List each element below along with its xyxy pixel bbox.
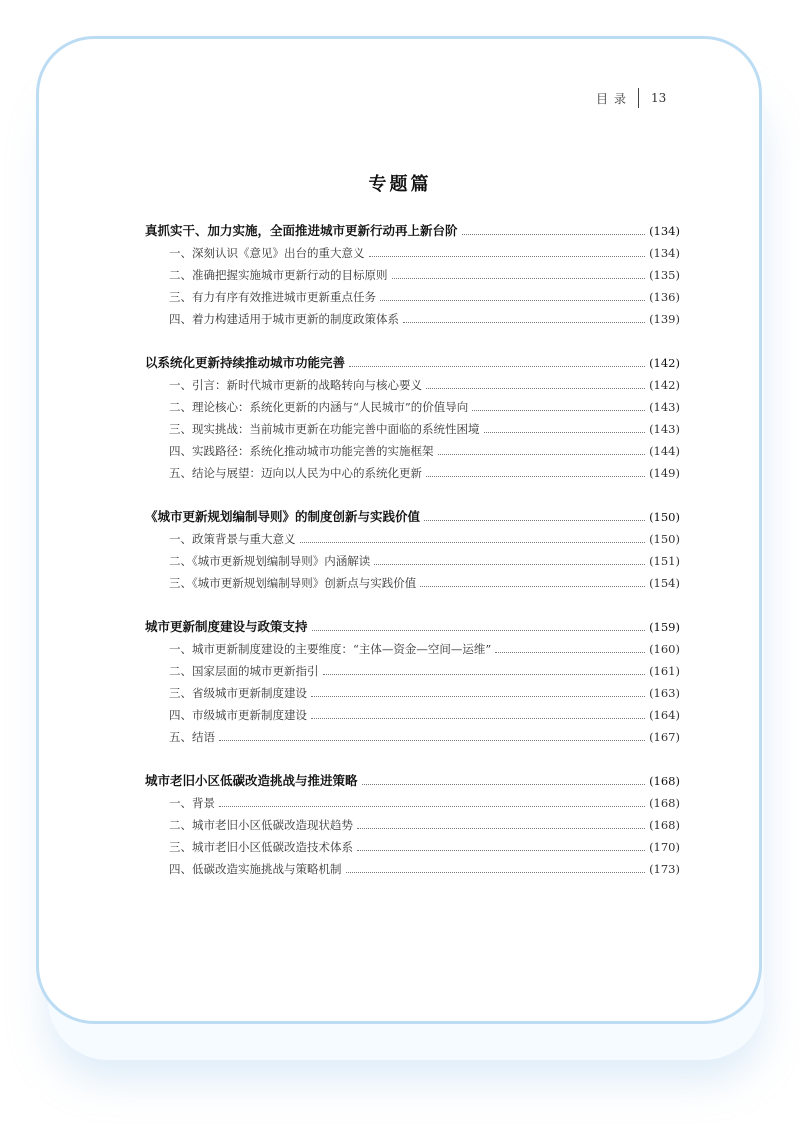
dot-leader <box>219 740 645 741</box>
toc-section-entry-page: (173) <box>649 862 680 876</box>
toc-section-entry-page: (170) <box>649 840 680 854</box>
toc-section-entry-label: 三、现实挑战：当前城市更新在功能完善中面临的系统性困境 <box>169 422 480 436</box>
toc-section-entry-label: 一、深刻认识《意见》出台的重大意义 <box>169 246 365 260</box>
toc-section-entry-page: (167) <box>649 730 680 744</box>
toc-section-entry-page: (136) <box>649 290 680 304</box>
toc-section-entry-page: (150) <box>649 532 680 546</box>
toc-section-entry[interactable] <box>145 836 680 858</box>
toc-section-entry[interactable] <box>145 792 680 814</box>
toc-section-entry[interactable] <box>145 264 680 286</box>
toc-section-entry[interactable] <box>145 572 680 594</box>
toc-group <box>145 770 680 880</box>
toc-section-entry-label: 四、着力构建适用于城市更新的制度政策体系 <box>169 312 399 326</box>
toc-section-entry-label: 三、城市老旧小区低碳改造技术体系 <box>169 840 353 854</box>
toc-chapter-entry[interactable] <box>145 770 680 792</box>
toc-section-entry-label: 二、理论核心：系统化更新的内涵与“人民城市”的价值导向 <box>169 400 469 414</box>
toc-section-entry-page: (139) <box>649 312 680 326</box>
toc-section-entry-page: (154) <box>649 576 680 590</box>
toc-section-entry-label: 二、准确把握实施城市更新行动的目标原则 <box>169 268 388 282</box>
toc-section-entry-label: 五、结语 <box>169 730 215 744</box>
toc-section-entry[interactable] <box>145 550 680 572</box>
toc-section-entry-page: (168) <box>649 796 680 810</box>
toc-group <box>145 352 680 484</box>
toc-section-entry[interactable] <box>145 286 680 308</box>
dot-leader <box>357 828 645 829</box>
toc-section-entry[interactable] <box>145 374 680 396</box>
toc-section-entry[interactable] <box>145 396 680 418</box>
dot-leader <box>424 520 645 521</box>
toc-chapter-entry-page: (134) <box>649 224 680 238</box>
dot-leader <box>426 476 645 477</box>
toc-section-entry-label: 三、有力有序有效推进城市更新重点任务 <box>169 290 376 304</box>
dot-leader <box>495 652 645 653</box>
toc-section-entry[interactable] <box>145 858 680 880</box>
toc-section-entry[interactable] <box>145 242 680 264</box>
dot-leader <box>312 630 646 631</box>
toc-section-entry-page: (142) <box>649 378 680 392</box>
dot-leader <box>346 872 646 873</box>
toc-section-entry-label: 五、结论与展望：迈向以人民为中心的系统化更新 <box>169 466 422 480</box>
toc-chapter-entry-page: (168) <box>649 774 680 788</box>
toc-chapter-entry-label: 以系统化更新持续推动城市功能完善 <box>145 355 346 370</box>
dot-leader <box>420 586 645 587</box>
dot-leader <box>438 454 646 455</box>
toc-chapter-entry-page: (159) <box>649 620 680 634</box>
toc-group <box>145 220 680 330</box>
dot-leader <box>311 718 645 719</box>
toc-chapter-entry[interactable] <box>145 352 680 374</box>
dot-leader <box>403 322 645 323</box>
dot-leader <box>369 256 646 257</box>
toc-section-entry-label: 一、城市更新制度建设的主要维度：“主体—资金—空间—运维” <box>169 642 492 656</box>
toc-section-entry-page: (164) <box>649 708 680 722</box>
toc-chapter-entry-label: 真抓实干、加力实施，全面推进城市更新行动再上新台阶 <box>145 223 458 238</box>
running-head-page-number: 13 <box>651 91 667 105</box>
dot-leader <box>219 806 645 807</box>
toc-section-entry[interactable] <box>145 682 680 704</box>
toc-section-entry-page: (149) <box>649 466 680 480</box>
toc-section-entry-label: 四、低碳改造实施挑战与策略机制 <box>169 862 342 876</box>
page-title: 专题篇 <box>368 174 432 195</box>
toc-section-entry-label: 三、省级城市更新制度建设 <box>169 686 307 700</box>
toc-section-entry[interactable] <box>145 660 680 682</box>
toc-section-entry-label: 一、背景 <box>169 796 215 810</box>
dot-leader <box>484 432 646 433</box>
toc-chapter-entry-label: 城市更新制度建设与政策支持 <box>145 619 308 634</box>
toc-chapter-entry-page: (150) <box>649 510 680 524</box>
dot-leader <box>426 388 645 389</box>
toc-section-entry-label: 二、《城市更新规划编制导则》内涵解读 <box>169 554 371 568</box>
dot-leader <box>392 278 646 279</box>
dot-leader <box>349 366 645 367</box>
toc-section-entry-page: (160) <box>649 642 680 656</box>
toc-section-entry[interactable] <box>145 704 680 726</box>
toc-section-entry-page: (168) <box>649 818 680 832</box>
toc-group <box>145 506 680 594</box>
running-head <box>596 88 686 108</box>
toc-section-entry[interactable] <box>145 308 680 330</box>
toc-section-entry-page: (143) <box>649 400 680 414</box>
toc-section-entry-label: 二、国家层面的城市更新指引 <box>169 664 319 678</box>
dot-leader <box>311 696 645 697</box>
table-of-contents <box>145 220 680 902</box>
dot-leader <box>380 300 645 301</box>
toc-chapter-entry-label: 《城市更新规划编制导则》的制度创新与实践价值 <box>145 509 421 524</box>
toc-section-entry-page: (134) <box>649 246 680 260</box>
toc-section-entry[interactable] <box>145 528 680 550</box>
running-head-divider <box>638 88 639 108</box>
toc-section-entry-page: (151) <box>649 554 680 568</box>
toc-section-entry-label: 四、市级城市更新制度建设 <box>169 708 307 722</box>
toc-section-entry-label: 一、政策背景与重大意义 <box>169 532 296 546</box>
toc-section-entry[interactable] <box>145 638 680 660</box>
dot-leader <box>472 410 645 411</box>
toc-chapter-entry[interactable] <box>145 506 680 528</box>
toc-chapter-entry[interactable] <box>145 616 680 638</box>
toc-chapter-entry-label: 城市老旧小区低碳改造挑战与推进策略 <box>145 773 358 788</box>
toc-chapter-entry-page: (142) <box>649 356 680 370</box>
toc-section-entry-page: (163) <box>649 686 680 700</box>
toc-section-entry-page: (143) <box>649 422 680 436</box>
toc-section-entry[interactable] <box>145 814 680 836</box>
dot-leader <box>374 564 645 565</box>
toc-section-entry-page: (161) <box>649 664 680 678</box>
toc-section-entry[interactable] <box>145 726 680 748</box>
dot-leader <box>362 784 646 785</box>
toc-section-entry[interactable] <box>145 462 680 484</box>
toc-chapter-entry[interactable] <box>145 220 680 242</box>
dot-leader <box>357 850 645 851</box>
running-head-section: 目录 <box>596 91 633 106</box>
toc-section-entry-page: (135) <box>649 268 680 282</box>
toc-section-entry-page: (144) <box>649 444 680 458</box>
toc-section-entry[interactable] <box>145 440 680 462</box>
dot-leader <box>323 674 646 675</box>
toc-section-entry-label: 三、《城市更新规划编制导则》创新点与实践价值 <box>169 576 417 590</box>
toc-section-entry-label: 二、城市老旧小区低碳改造现状趋势 <box>169 818 353 832</box>
toc-section-entry[interactable] <box>145 418 680 440</box>
toc-section-entry-label: 四、实践路径：系统化推动城市功能完善的实施框架 <box>169 444 434 458</box>
dot-leader <box>300 542 646 543</box>
dot-leader <box>462 234 646 235</box>
toc-group <box>145 616 680 748</box>
toc-section-entry-label: 一、引言：新时代城市更新的战略转向与核心要义 <box>169 378 422 392</box>
